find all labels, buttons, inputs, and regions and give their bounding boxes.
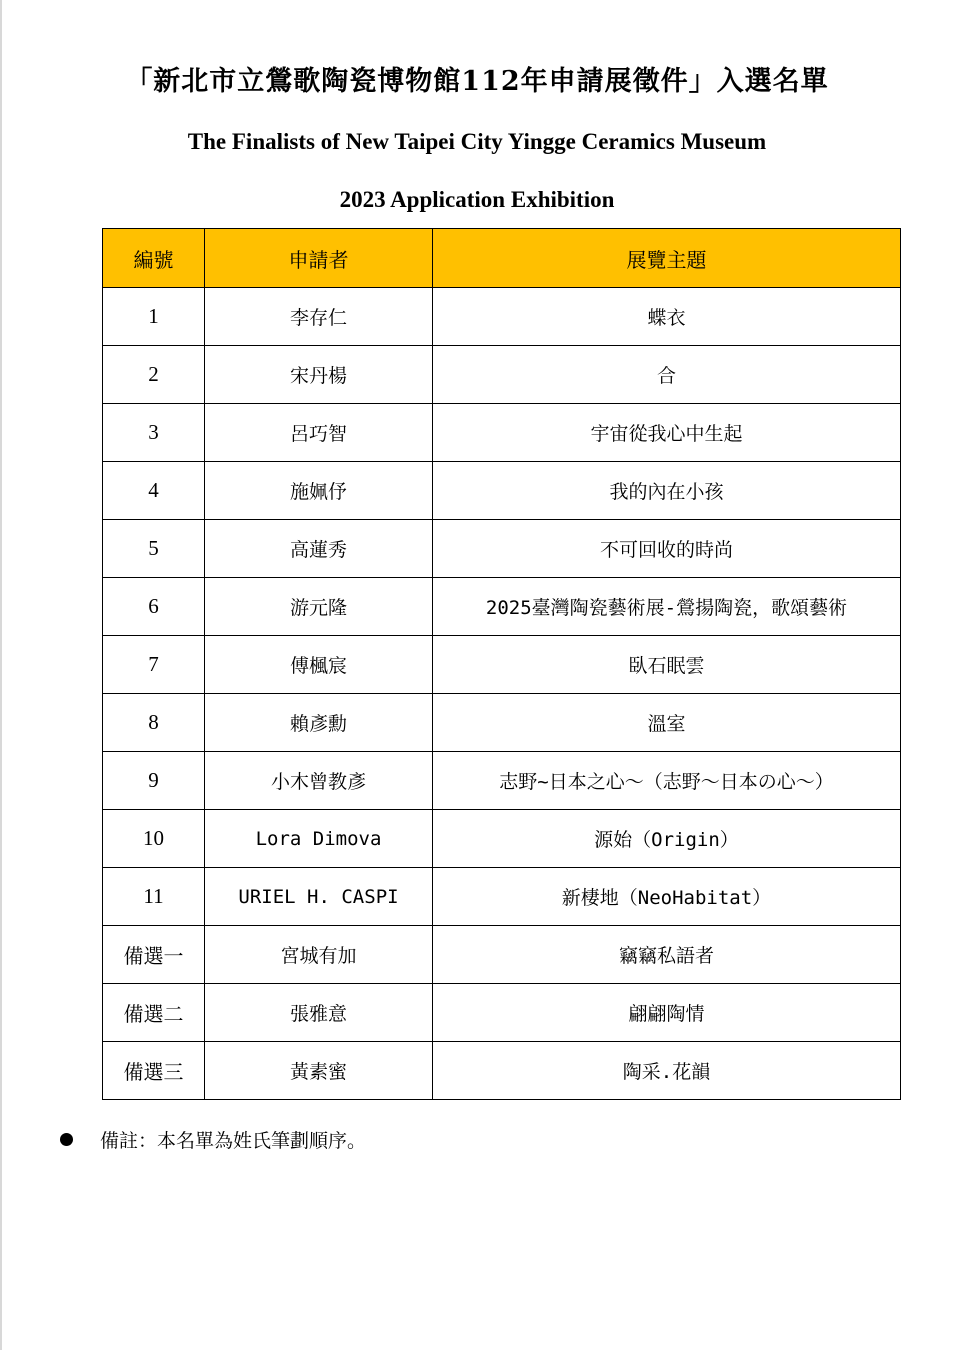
row-applicant: Lora Dimova	[205, 810, 433, 868]
table-row	[103, 1042, 901, 1100]
table-row	[103, 346, 901, 404]
row-applicant: 游元隆	[205, 578, 433, 636]
table-row	[103, 868, 901, 926]
row-theme: 翩翩陶情	[433, 984, 901, 1042]
row-applicant: 施姵伃	[205, 462, 433, 520]
table-body	[103, 288, 901, 1100]
row-theme: 臥石眠雲	[433, 636, 901, 694]
row-theme: 源始（Origin）	[433, 810, 901, 868]
row-theme: 我的內在小孩	[433, 462, 901, 520]
row-number: 備選一	[103, 926, 205, 984]
row-number: 備選二	[103, 984, 205, 1042]
table-row	[103, 694, 901, 752]
table-row	[103, 520, 901, 578]
header-number: 編號	[103, 229, 205, 288]
bullet-icon	[60, 1133, 73, 1146]
row-number: 4	[103, 462, 205, 520]
table-row	[103, 636, 901, 694]
row-number: 9	[103, 752, 205, 810]
table-row	[103, 578, 901, 636]
document-title-en-line2: 2023 Application Exhibition	[339, 187, 615, 212]
header-theme: 展覽主題	[433, 229, 901, 288]
row-number: 8	[103, 694, 205, 752]
footnote-text: 備註：本名單為姓氏筆劃順序。	[100, 1129, 367, 1152]
row-applicant: 小木曾教彥	[205, 752, 433, 810]
row-theme: 宇宙從我心中生起	[433, 404, 901, 462]
row-theme: 2025臺灣陶瓷藝術展-鶯揚陶瓷，歌頌藝術	[433, 578, 901, 636]
table-header-row	[103, 229, 901, 288]
row-number: 7	[103, 636, 205, 694]
row-number: 3	[103, 404, 205, 462]
table-row	[103, 752, 901, 810]
header-applicant: 申請者	[205, 229, 433, 288]
row-applicant: 張雅意	[205, 984, 433, 1042]
table-row	[103, 404, 901, 462]
row-theme: 陶采.花韻	[433, 1042, 901, 1100]
row-theme: 溫室	[433, 694, 901, 752]
row-number: 1	[103, 288, 205, 346]
row-theme: 蝶衣	[433, 288, 901, 346]
row-applicant: 宮城有加	[205, 926, 433, 984]
finalists-table	[102, 228, 901, 1100]
document-title-zh: 「新北市立鶯歌陶瓷博物館112年申請展徵件」入選名單	[125, 66, 829, 97]
row-theme: 新棲地（NeoHabitat）	[433, 868, 901, 926]
row-number: 5	[103, 520, 205, 578]
row-applicant: 呂巧智	[205, 404, 433, 462]
row-number: 6	[103, 578, 205, 636]
row-number: 11	[103, 868, 205, 926]
row-applicant: 黃素蜜	[205, 1042, 433, 1100]
row-applicant: 傅楓宸	[205, 636, 433, 694]
row-number: 2	[103, 346, 205, 404]
table-header	[103, 229, 901, 288]
document-title-en-line1: The Finalists of New Taipei City Yingge Ceramics Museum	[187, 129, 767, 154]
row-applicant: 賴彥勳	[205, 694, 433, 752]
row-theme: 不可回收的時尚	[433, 520, 901, 578]
row-applicant: 高蓮秀	[205, 520, 433, 578]
table-row	[103, 926, 901, 984]
table-row	[103, 810, 901, 868]
footnote	[60, 1124, 366, 1154]
table-row	[103, 288, 901, 346]
row-number: 備選三	[103, 1042, 205, 1100]
row-theme: 志野~日本之心～（志野～日本の心～）	[433, 752, 901, 810]
row-theme: 竊竊私語者	[433, 926, 901, 984]
row-theme: 合	[433, 346, 901, 404]
row-applicant: 宋丹楊	[205, 346, 433, 404]
row-applicant: 李存仁	[205, 288, 433, 346]
row-applicant: URIEL H. CASPI	[205, 868, 433, 926]
row-number: 10	[103, 810, 205, 868]
table-row	[103, 984, 901, 1042]
table-row	[103, 462, 901, 520]
